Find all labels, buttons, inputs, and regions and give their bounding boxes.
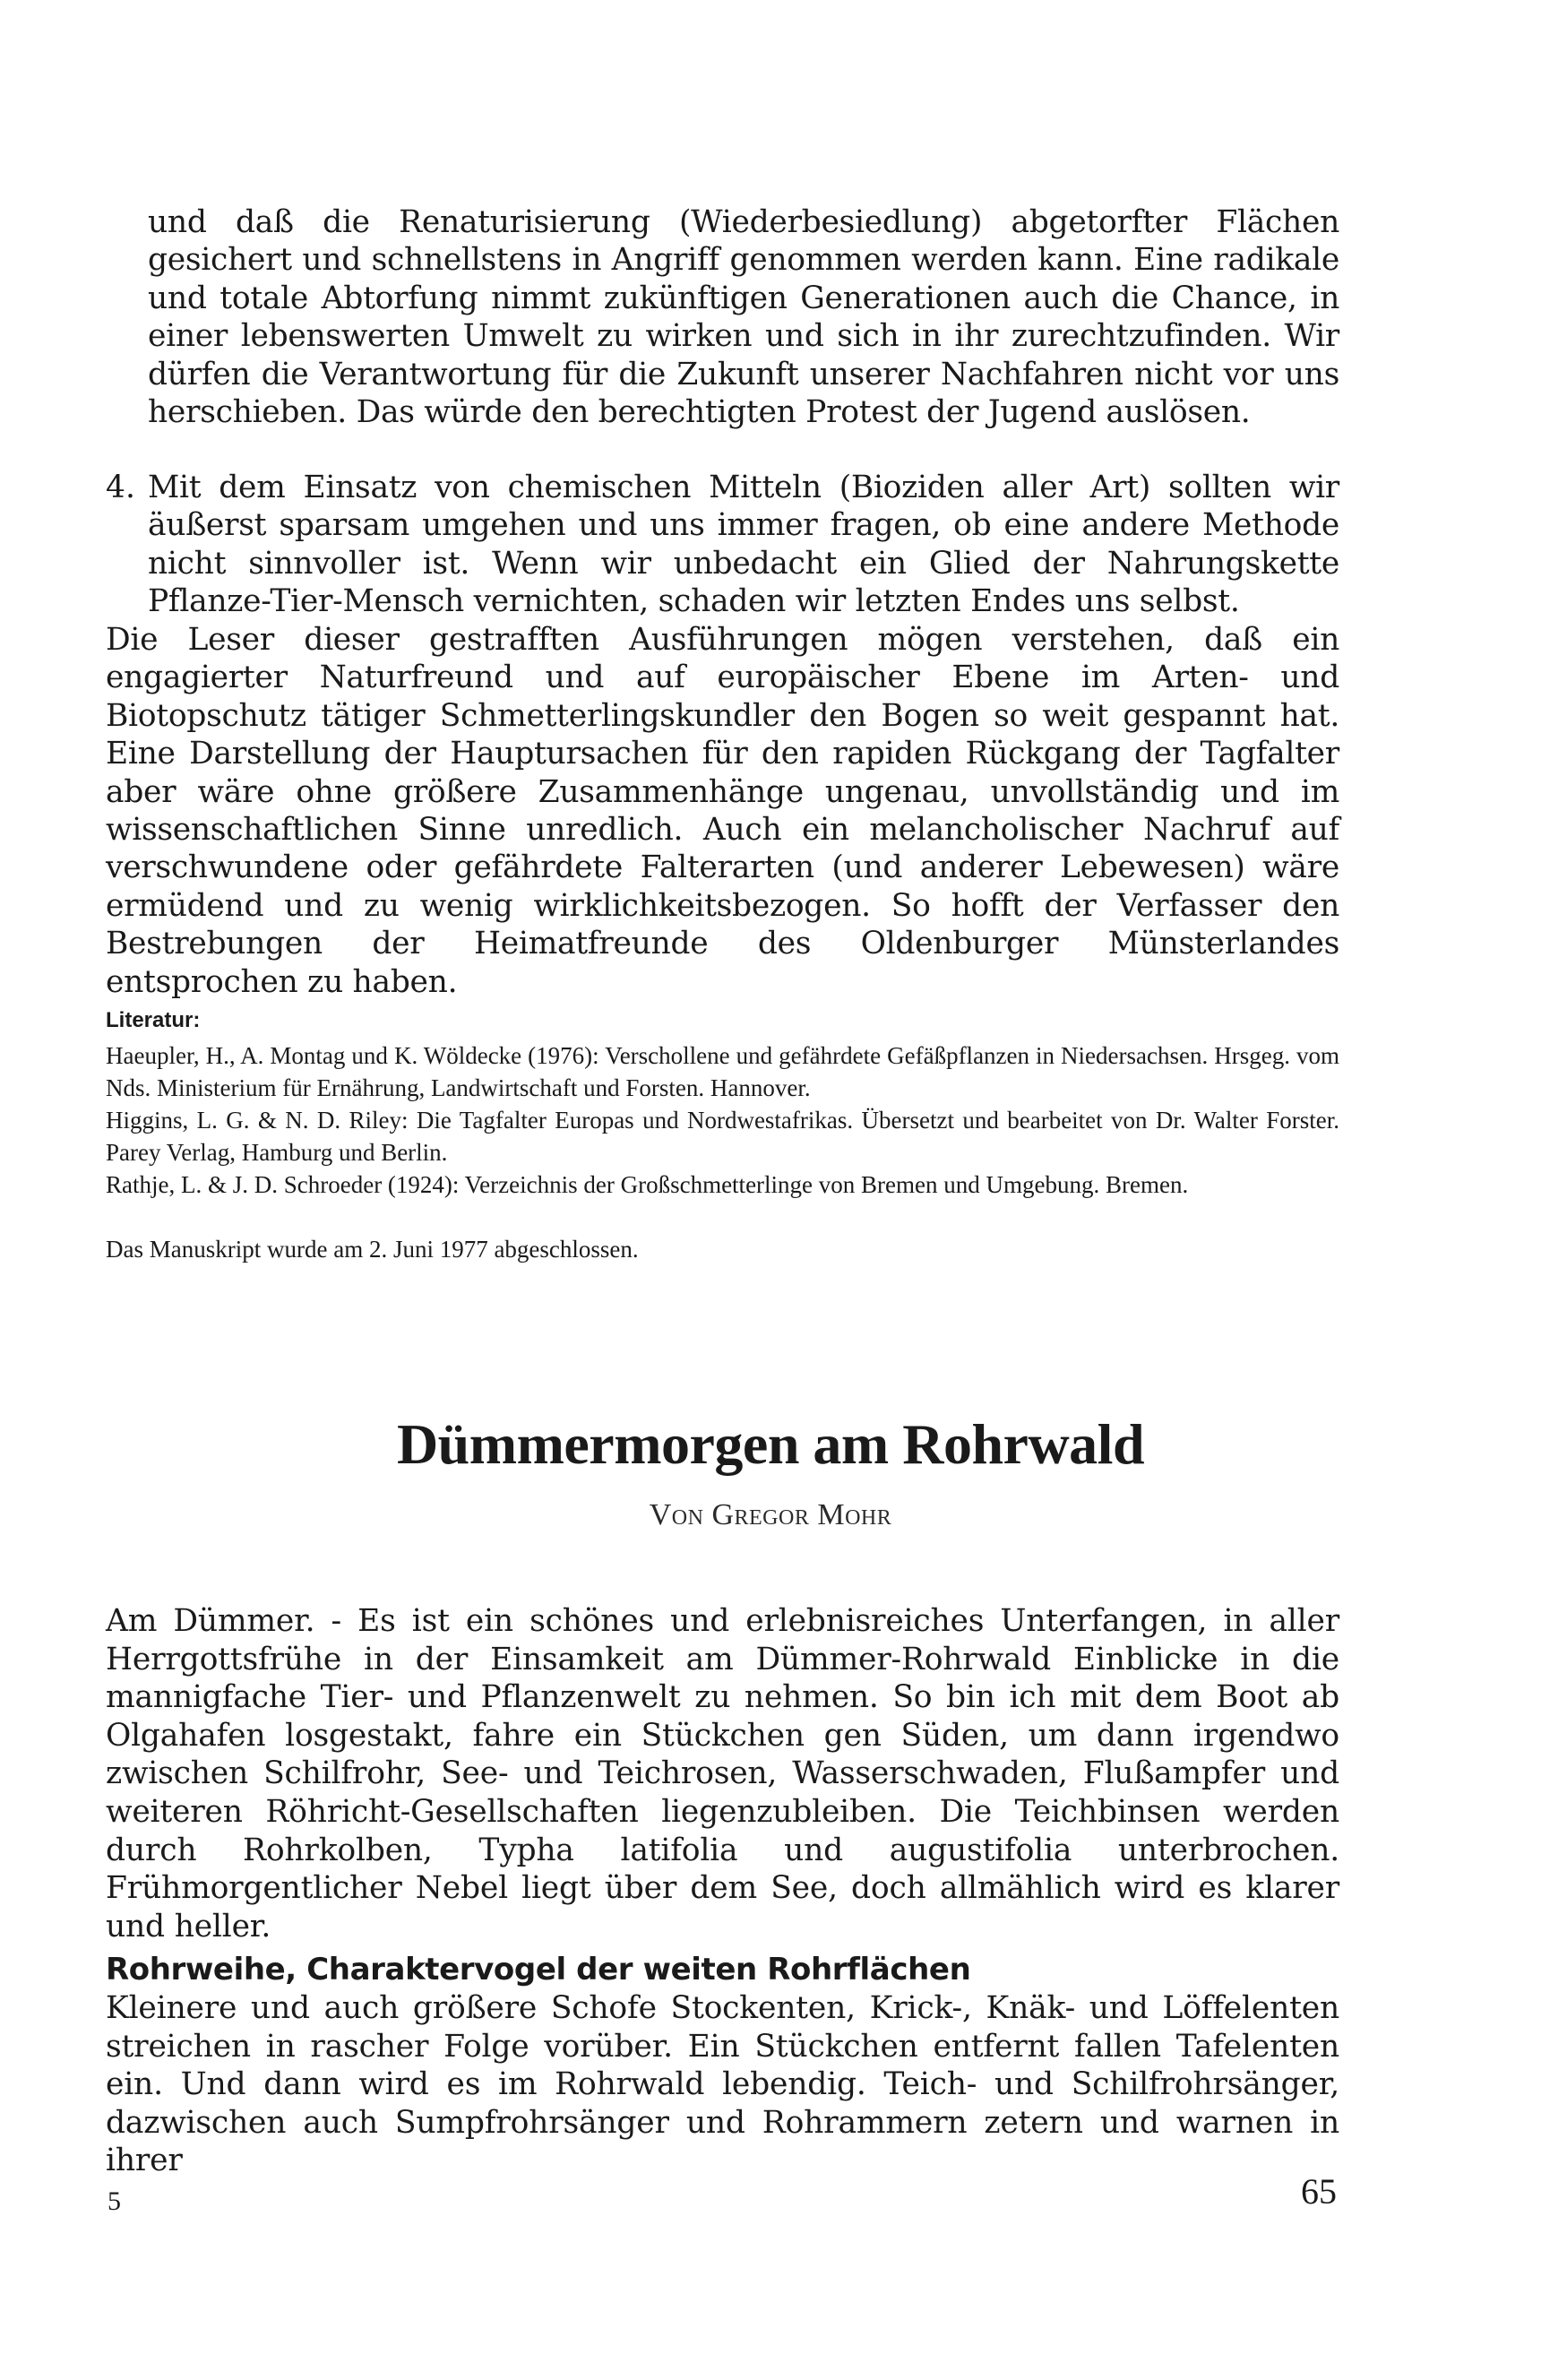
literature-heading: Literatur: <box>106 1008 201 1032</box>
literature-entry: Higgins, L. G. & N. D. Riley: Die Tagfalter Europas und Nordwestafrikas. Übersetzt und bearbeitet von Dr. Walter Forster. Parey Verlag, Hamburg und Berlin. <box>106 1107 1339 1166</box>
list-item-text: Mit dem Einsatz von chemischen Mitteln (Bioziden aller Art) sollten wir äußerst sparsam umgehen und uns immer fragen, ob eine andere Methode nicht sinnvoller ist. Wenn wir unbedacht ein Glied der Nahrungskette Pflanze-Tier-Mensch vernichten, schaden wir letzten Endes uns selbst. <box>148 470 1339 620</box>
article-paragraph: Kleinere und auch größere Schofe Stockenten, Krick-, Knäk- und Löffelenten streichen in rascher Folge vorüber. Ein Stückchen entfernt fallen Tafelenten ein. Und dann wird es im Rohrwald lebendig. Teich- und Schilfrohrsänger, dazwischen auch Sumpfrohrsänger und Rohrammern zetern und warnen in ihrer <box>106 1990 1339 2179</box>
article-byline: Von Gregor Mohr <box>649 1498 892 1531</box>
manuscript-note: Das Manuskript wurde am 2. Juni 1977 abgeschlossen. <box>106 1236 639 1263</box>
list-item-number: 4. <box>106 470 135 505</box>
article-paragraph: Am Dümmer. - Es ist ein schönes und erlebnisreiches Unterfangen, in aller Herrgottsfrühe in der Einsamkeit am Dümmer-Rohrwald Einblicke in die mannigfache Tier- und Pflanzenwelt zu nehmen. So bin ich mit dem Boot ab Olgahafen losgestakt, fahre ein Stückchen gen Süden, um dann irgendwo zwischen Schilfrohr, See- und Teichrosen, Wasserschwaden, Flußampfer und weiteren Röhricht-Gesellschaften liegenzubleiben. Die Teichbinsen werden durch Rohrkolben, Typha latifolia und augustifolia unterbrochen. Frühmorgentlicher Nebel liegt über dem See, doch allmählich wird es klarer und heller. <box>106 1603 1339 1945</box>
section-subheading: Rohrweihe, Charaktervogel der weiten Rohrflächen <box>106 1952 971 1988</box>
closing-paragraph: Die Leser dieser gestrafften Ausführungen mögen verstehen, daß ein engagierter Naturfreund und auf europäischer Ebene im Arten- und Biotopschutz tätiger Schmetterlingskundler den Bogen so weit gespannt hat. Eine Darstellung der Hauptursachen für den rapiden Rückgang der Tagfalter aber wäre ohne größere Zusammenhänge ungenau, unvollständig und im wissenschaftlichen Sinne unredlich. Auch ein melancholischer Nachruf auf verschwundene oder gefährdete Falterarten (und anderer Lebewesen) wäre ermüdend und zu wenig wirklichkeitsbezogen. So hofft der Verfasser den Bestrebungen der Heimatfreunde des Oldenburger Münsterlandes entsprochen zu haben. <box>106 622 1339 1000</box>
paragraph-continuation: und daß die Renaturisierung (Wiederbesiedlung) abgetorfter Flächen gesichert und schnellstens in Angriff genommen werden kann. Eine radikale und totale Abtorfung nimmt zukünftigen Generationen auch die Chance, in einer lebenswerten Umwelt zu wirken und sich in ihr zurechtzufinden. Wir dürfen die Verantwortung für die Zukunft unserer Nachfahren nicht vor uns herschieben. Das würde den berechtigten Protest der Jugend auslösen. <box>148 204 1339 431</box>
article-title: Dümmermorgen am Rohrwald <box>396 1412 1145 1476</box>
literature-entry: Rathje, L. & J. D. Schroeder (1924): Verzeichnis der Großschmetterlinge von Bremen und Umgebung. Bremen. <box>106 1171 1189 1198</box>
page-number: 65 <box>1301 2171 1337 2212</box>
signature-mark: 5 <box>108 2186 121 2216</box>
literature-entry: Haeupler, H., A. Montag und K. Wöldecke (1976): Verschollene und gefährdete Gefäßpflanzen in Niedersachsen. Hrsgeg. vom Nds. Ministerium für Ernährung, Landwirtschaft und Forsten. Hannover. <box>106 1042 1339 1101</box>
